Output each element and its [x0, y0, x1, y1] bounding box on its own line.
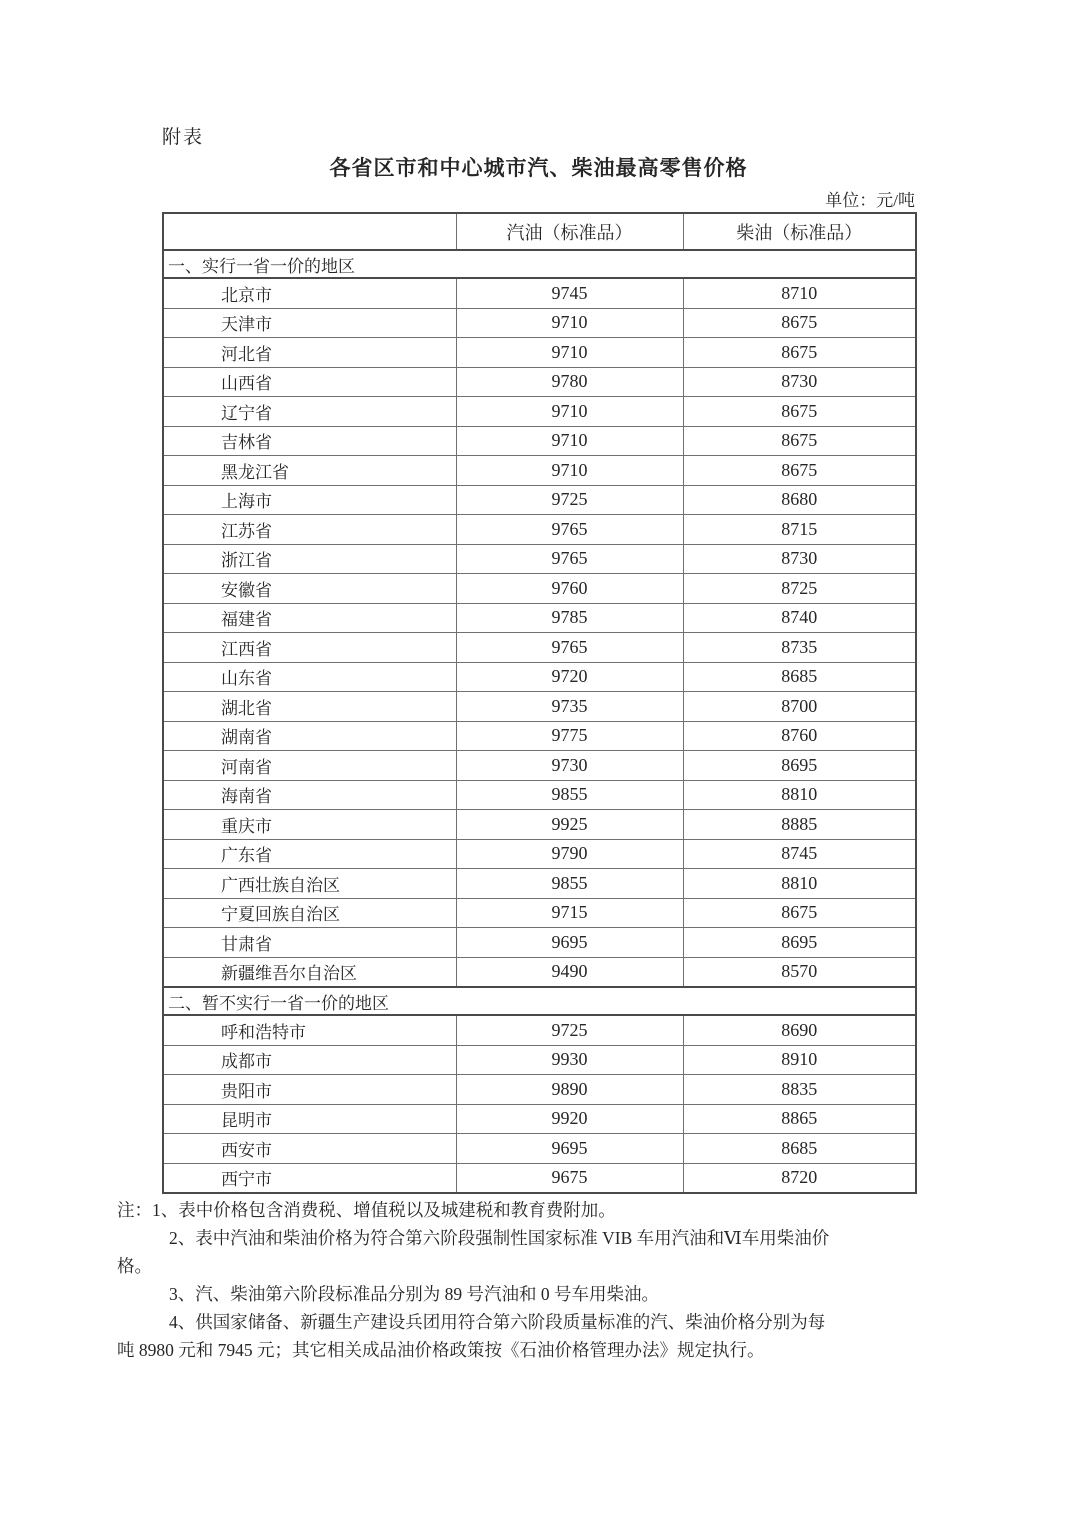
gasoline-price: 9920	[456, 1104, 683, 1134]
region-name: 新疆维吾尔自治区	[163, 957, 456, 987]
price-table	[162, 212, 917, 1194]
table-row	[163, 397, 916, 427]
gasoline-price: 9785	[456, 603, 683, 633]
region-name: 吉林省	[163, 426, 456, 456]
gasoline-price: 9725	[456, 1015, 683, 1045]
gasoline-price: 9765	[456, 544, 683, 574]
region-name: 海南省	[163, 780, 456, 810]
table-row	[163, 692, 916, 722]
note-line: 2、表中汽油和柴油价格为符合第六阶段强制性国家标准 VIB 车用汽油和Ⅵ车用柴油价	[169, 1228, 830, 1248]
diesel-price: 8735	[683, 633, 916, 663]
region-name: 江苏省	[163, 515, 456, 545]
section-heading: 一、实行一省一价的地区	[163, 250, 916, 278]
header-region-cell	[163, 213, 456, 250]
table-row	[163, 898, 916, 928]
region-name: 辽宁省	[163, 397, 456, 427]
table-row	[163, 751, 916, 781]
region-name: 江西省	[163, 633, 456, 663]
table-row	[163, 1015, 916, 1045]
region-name: 广东省	[163, 839, 456, 869]
header-diesel-cell: 柴油（标准品）	[683, 213, 916, 250]
unit-label: 单位：元/吨	[825, 191, 915, 210]
diesel-price: 8910	[683, 1045, 916, 1075]
table-row	[163, 780, 916, 810]
diesel-price: 8810	[683, 869, 916, 899]
region-name: 天津市	[163, 308, 456, 338]
gasoline-price: 9930	[456, 1045, 683, 1075]
region-name: 呼和浩特市	[163, 1015, 456, 1045]
gasoline-price: 9710	[456, 456, 683, 486]
table-row	[163, 1163, 916, 1193]
price-table-header	[163, 213, 916, 250]
table-row	[163, 544, 916, 574]
table-row	[163, 426, 916, 456]
gasoline-price: 9490	[456, 957, 683, 987]
gasoline-price: 9855	[456, 780, 683, 810]
diesel-price: 8700	[683, 692, 916, 722]
diesel-price: 8685	[683, 662, 916, 692]
table-header-row	[163, 213, 916, 250]
region-name: 西安市	[163, 1134, 456, 1164]
diesel-price: 8675	[683, 308, 916, 338]
table-row	[163, 515, 916, 545]
gasoline-price: 9730	[456, 751, 683, 781]
table-row	[163, 308, 916, 338]
gasoline-price: 9720	[456, 662, 683, 692]
gasoline-price: 9710	[456, 397, 683, 427]
table-row	[163, 367, 916, 397]
table-row	[163, 1045, 916, 1075]
note-line: 3、汽、柴油第六阶段标准品分别为 89 号汽油和 0 号车用柴油。	[169, 1284, 659, 1304]
diesel-price: 8675	[683, 456, 916, 486]
page-title: 各省区市和中心城市汽、柴油最高零售价格	[329, 157, 748, 180]
region-name: 湖北省	[163, 692, 456, 722]
region-name: 河北省	[163, 338, 456, 368]
diesel-price: 8730	[683, 544, 916, 574]
section-heading-row	[163, 250, 916, 278]
region-name: 浙江省	[163, 544, 456, 574]
section-heading: 二、暂不实行一省一价的地区	[163, 987, 916, 1015]
diesel-price: 8745	[683, 839, 916, 869]
table-row	[163, 839, 916, 869]
region-name: 贵阳市	[163, 1075, 456, 1105]
table-row	[163, 1134, 916, 1164]
gasoline-price: 9695	[456, 928, 683, 958]
table-row	[163, 603, 916, 633]
diesel-price: 8695	[683, 928, 916, 958]
diesel-price: 8810	[683, 780, 916, 810]
table-row	[163, 485, 916, 515]
gasoline-price: 9890	[456, 1075, 683, 1105]
diesel-price: 8675	[683, 338, 916, 368]
table-row	[163, 957, 916, 987]
diesel-price: 8680	[683, 485, 916, 515]
region-name: 湖南省	[163, 721, 456, 751]
appendix-label: 附表	[162, 127, 205, 148]
region-name: 广西壮族自治区	[163, 869, 456, 899]
note-line: 注：1、表中价格包含消费税、增值税以及城建税和教育费附加。	[117, 1200, 616, 1220]
note-line: 格。	[117, 1256, 152, 1276]
diesel-price: 8740	[683, 603, 916, 633]
region-name: 西宁市	[163, 1163, 456, 1193]
table-row	[163, 456, 916, 486]
table-row	[163, 633, 916, 663]
gasoline-price: 9715	[456, 898, 683, 928]
table-row	[163, 869, 916, 899]
region-name: 重庆市	[163, 810, 456, 840]
table-row	[163, 721, 916, 751]
diesel-price: 8690	[683, 1015, 916, 1045]
table-row	[163, 574, 916, 604]
region-name: 黑龙江省	[163, 456, 456, 486]
gasoline-price: 9790	[456, 839, 683, 869]
diesel-price: 8710	[683, 278, 916, 308]
gasoline-price: 9780	[456, 367, 683, 397]
region-name: 福建省	[163, 603, 456, 633]
gasoline-price: 9710	[456, 338, 683, 368]
header-gasoline-cell: 汽油（标准品）	[456, 213, 683, 250]
diesel-price: 8835	[683, 1075, 916, 1105]
table-row	[163, 338, 916, 368]
gasoline-price: 9725	[456, 485, 683, 515]
gasoline-price: 9695	[456, 1134, 683, 1164]
diesel-price: 8720	[683, 1163, 916, 1193]
gasoline-price: 9710	[456, 308, 683, 338]
table-row	[163, 928, 916, 958]
table-row	[163, 810, 916, 840]
gasoline-price: 9760	[456, 574, 683, 604]
table-row	[163, 1104, 916, 1134]
gasoline-price: 9775	[456, 721, 683, 751]
diesel-price: 8760	[683, 721, 916, 751]
region-name: 山东省	[163, 662, 456, 692]
diesel-price: 8725	[683, 574, 916, 604]
gasoline-price: 9710	[456, 426, 683, 456]
region-name: 山西省	[163, 367, 456, 397]
table-row	[163, 662, 916, 692]
gasoline-price: 9745	[456, 278, 683, 308]
region-name: 北京市	[163, 278, 456, 308]
diesel-price: 8570	[683, 957, 916, 987]
region-name: 宁夏回族自治区	[163, 898, 456, 928]
region-name: 成都市	[163, 1045, 456, 1075]
region-name: 甘肃省	[163, 928, 456, 958]
gasoline-price: 9675	[456, 1163, 683, 1193]
diesel-price: 8675	[683, 397, 916, 427]
diesel-price: 8885	[683, 810, 916, 840]
region-name: 昆明市	[163, 1104, 456, 1134]
note-line: 4、供国家储备、新疆生产建设兵团用符合第六阶段质量标准的汽、柴油价格分别为每	[169, 1312, 826, 1332]
gasoline-price: 9855	[456, 869, 683, 899]
diesel-price: 8695	[683, 751, 916, 781]
diesel-price: 8685	[683, 1134, 916, 1164]
region-name: 河南省	[163, 751, 456, 781]
diesel-price: 8865	[683, 1104, 916, 1134]
price-table-body	[163, 250, 916, 1193]
table-row	[163, 278, 916, 308]
section-heading-row	[163, 987, 916, 1015]
diesel-price: 8715	[683, 515, 916, 545]
gasoline-price: 9765	[456, 633, 683, 663]
notes	[117, 1196, 947, 1364]
table-row	[163, 1075, 916, 1105]
gasoline-price: 9925	[456, 810, 683, 840]
note-line: 吨 8980 元和 7945 元；其它相关成品油价格政策按《石油价格管理办法》规定执行。	[117, 1340, 765, 1360]
gasoline-price: 9765	[456, 515, 683, 545]
diesel-price: 8730	[683, 367, 916, 397]
gasoline-price: 9735	[456, 692, 683, 722]
region-name: 安徽省	[163, 574, 456, 604]
diesel-price: 8675	[683, 426, 916, 456]
diesel-price: 8675	[683, 898, 916, 928]
region-name: 上海市	[163, 485, 456, 515]
